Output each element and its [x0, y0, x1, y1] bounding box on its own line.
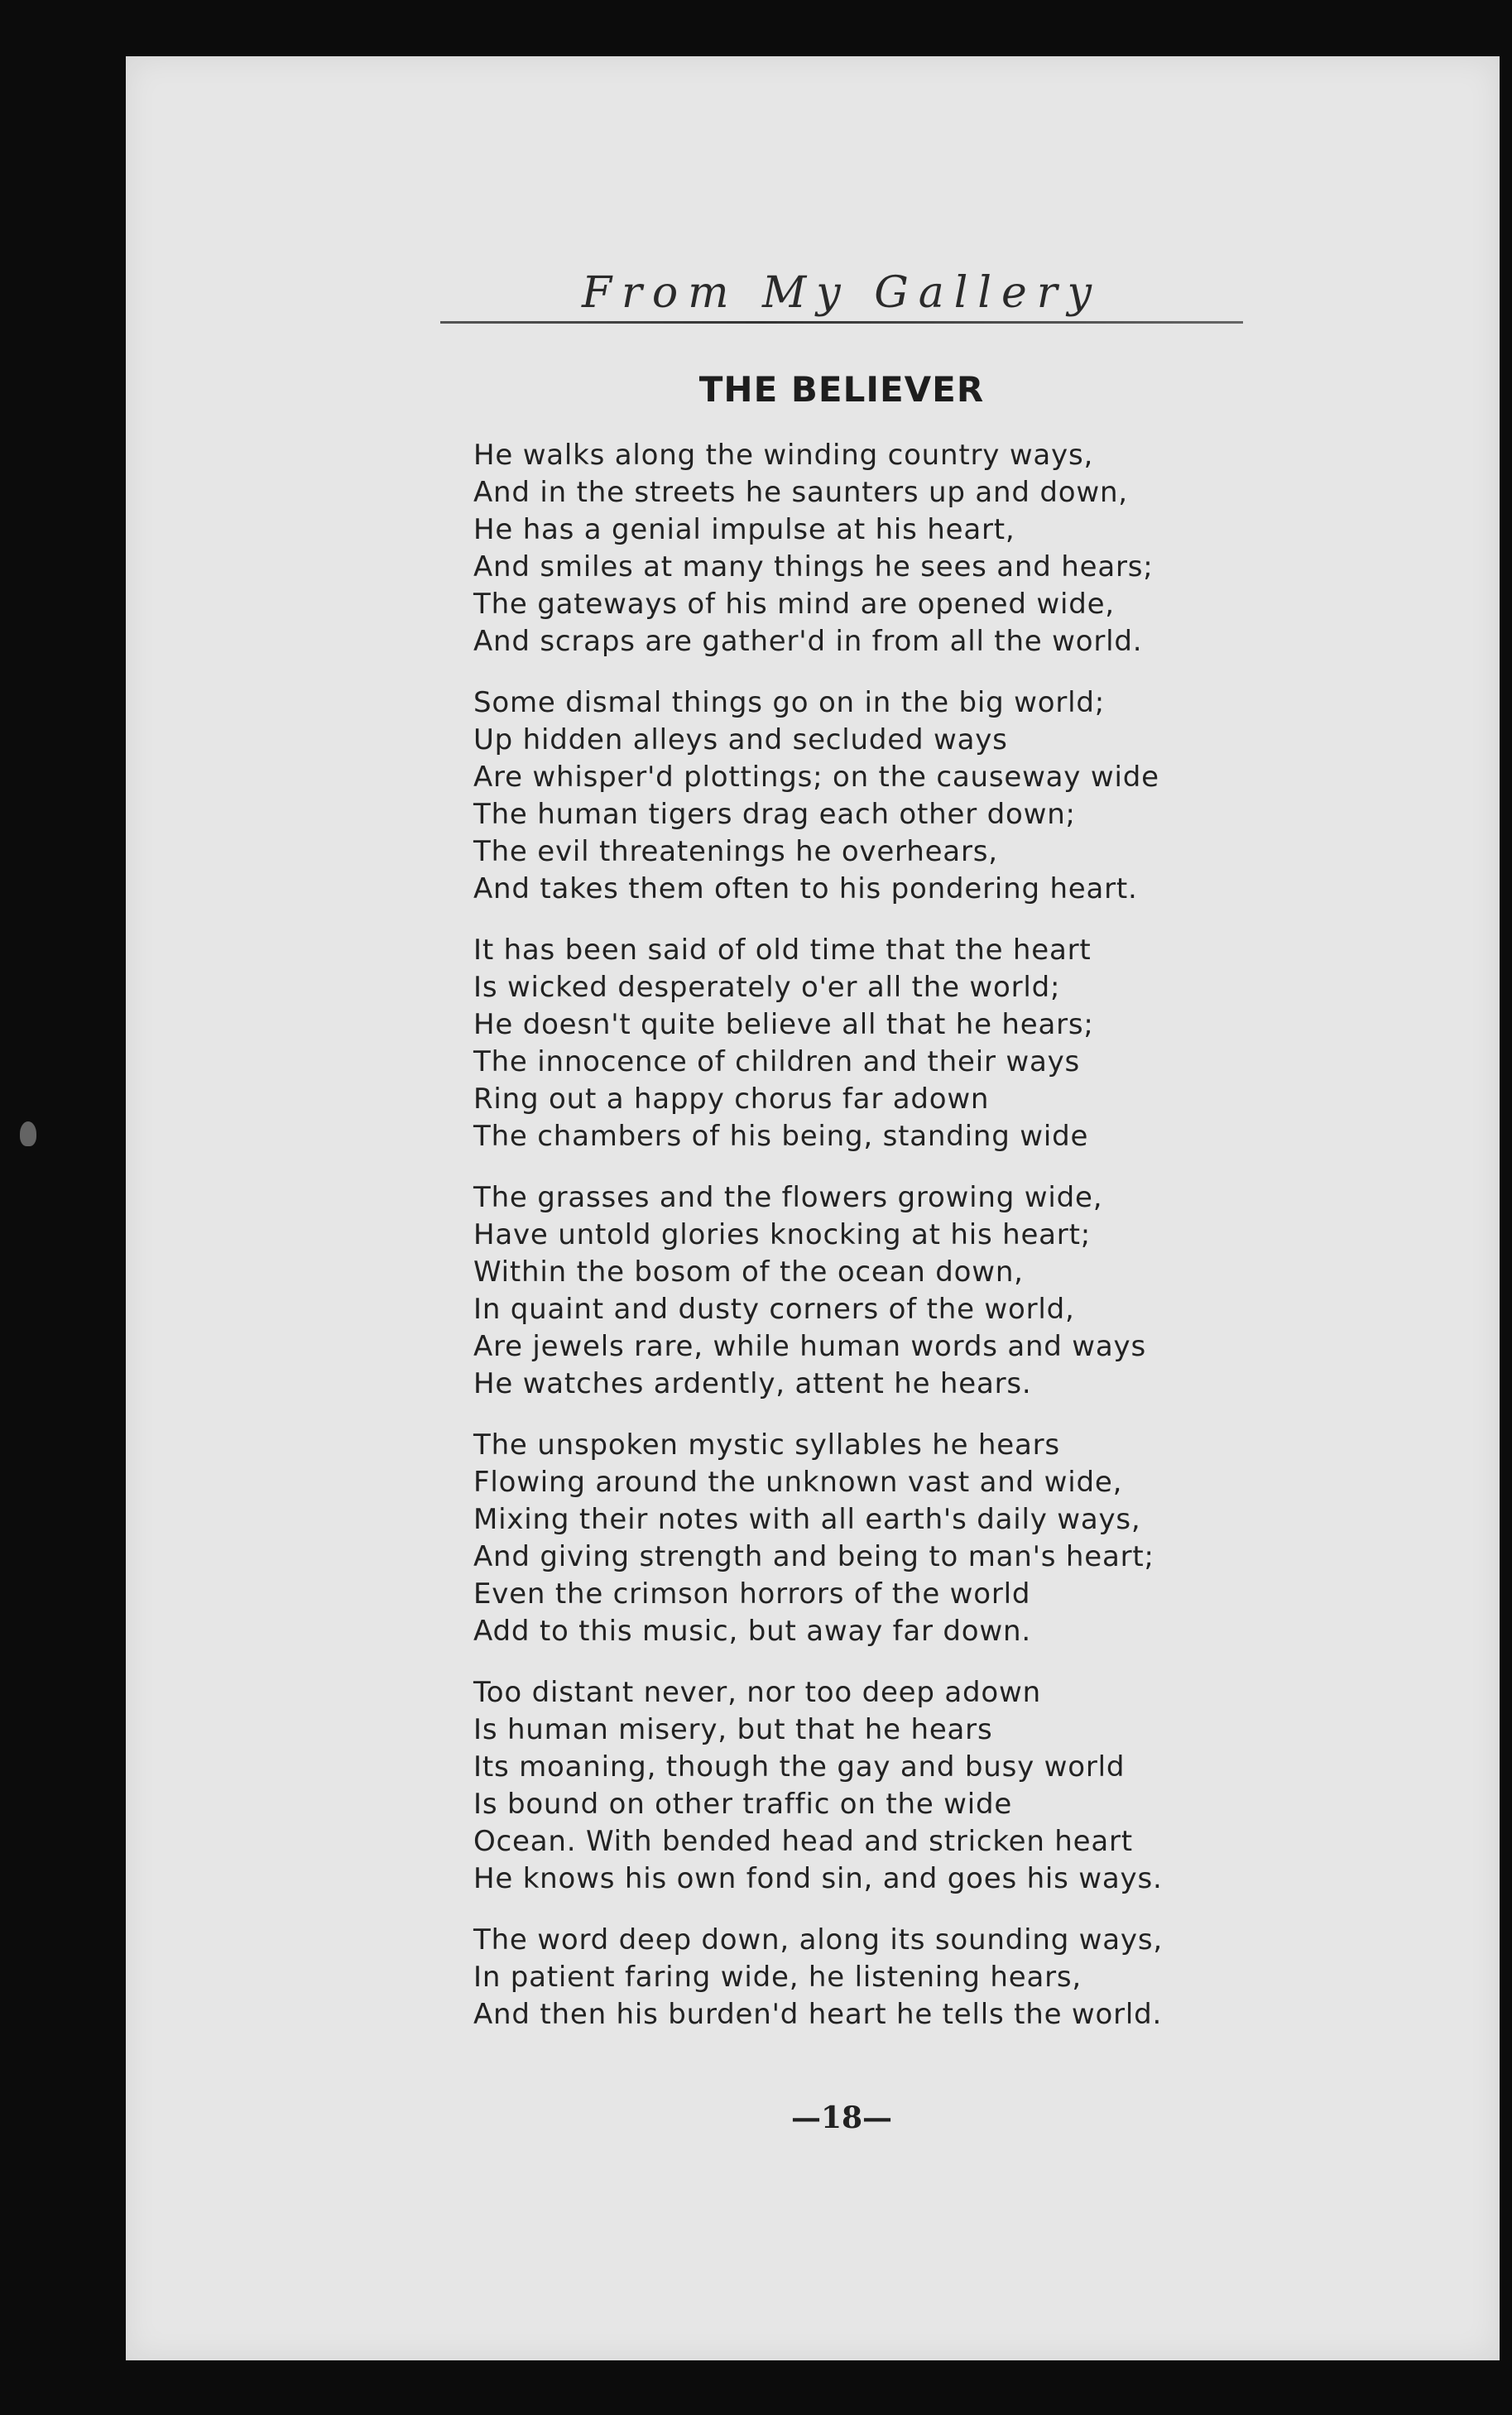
poem-line: He watches ardently, attent he hears. [473, 1367, 1032, 1400]
poem-line: The human tigers drag each other down; [473, 798, 1076, 831]
poem-line: The chambers of his being, standing wide [473, 1120, 1089, 1153]
poem-line: Have untold glories knocking at his heart; [473, 1218, 1091, 1251]
poem-line: Are whisper'd plottings; on the causeway wide [473, 761, 1159, 794]
poem-line: Within the bosom of the ocean down, [473, 1256, 1024, 1289]
poem-line: And takes them often to his pondering heart. [473, 872, 1138, 905]
poem-line: In quaint and dusty corners of the world, [473, 1293, 1075, 1326]
poem-line: Even the crimson horrors of the world [473, 1577, 1031, 1611]
poem-line: He has a genial impulse at his heart, [473, 513, 1015, 546]
poem-line: He knows his own fond sin, and goes his ways. [473, 1862, 1163, 1895]
poem-line: Add to this music, but away far down. [473, 1615, 1031, 1648]
poem-line: The word deep down, along its sounding ways, [473, 1923, 1163, 1956]
binding-mark [20, 1121, 36, 1146]
poem-line: Are jewels rare, while human words and ways [473, 1330, 1146, 1363]
poem-line: Some dismal things go on in the big world; [473, 686, 1106, 719]
poem-line: And giving strength and being to man's heart; [473, 1540, 1154, 1573]
poem-line: The gateways of his mind are opened wide, [473, 588, 1115, 621]
poem-line: And in the streets he saunters up and down, [473, 476, 1128, 509]
header-rule [440, 321, 1243, 324]
poem-line: The innocence of children and their ways [473, 1045, 1081, 1078]
stanza [473, 1922, 1384, 2033]
poem-line: Too distant never, nor too deep adown [473, 1676, 1041, 1709]
poem-line: And then his burden'd heart he tells the world. [473, 1998, 1163, 2031]
stanza [473, 1179, 1384, 1403]
poem-line: Is human misery, but that he hears [473, 1713, 993, 1746]
poem-line: The unspoken mystic syllables he hears [473, 1428, 1060, 1462]
poem-line: The evil threatenings he overhears, [473, 835, 998, 868]
book-page [126, 56, 1500, 2360]
poem-line: He doesn't quite believe all that he hears; [473, 1008, 1094, 1041]
poem-line: And scraps are gather'd in from all the world. [473, 625, 1143, 658]
poem-body [473, 437, 1384, 2057]
page-number: —18— [790, 2101, 893, 2135]
stanza [473, 437, 1384, 660]
poem-title: THE BELIEVER [698, 369, 985, 410]
stanza [473, 1427, 1384, 1650]
poem-line: And smiles at many things he sees and hears; [473, 550, 1154, 583]
poem-line: It has been said of old time that the heart [473, 934, 1092, 967]
poem-line: Its moaning, though the gay and busy world [473, 1750, 1126, 1784]
poem-line: Flowing around the unknown vast and wide, [473, 1466, 1123, 1499]
poem-line: Up hidden alleys and secluded ways [473, 723, 1008, 756]
stanza [473, 684, 1384, 908]
running-header: From My Gallery [581, 268, 1102, 318]
poem-line: The grasses and the flowers growing wide, [473, 1181, 1103, 1214]
poem-line: He walks along the winding country ways, [473, 439, 1094, 472]
stanza [473, 932, 1384, 1155]
poem-line: In patient faring wide, he listening hears, [473, 1961, 1082, 1994]
poem-line: Is wicked desperately o'er all the world; [473, 971, 1061, 1004]
poem-line: Ocean. With bended head and stricken heart [473, 1825, 1133, 1858]
poem-line: Is bound on other traffic on the wide [473, 1788, 1013, 1821]
poem-line: Ring out a happy chorus far adown [473, 1083, 990, 1116]
poem-line: Mixing their notes with all earth's daily ways, [473, 1503, 1141, 1536]
stanza [473, 1674, 1384, 1898]
